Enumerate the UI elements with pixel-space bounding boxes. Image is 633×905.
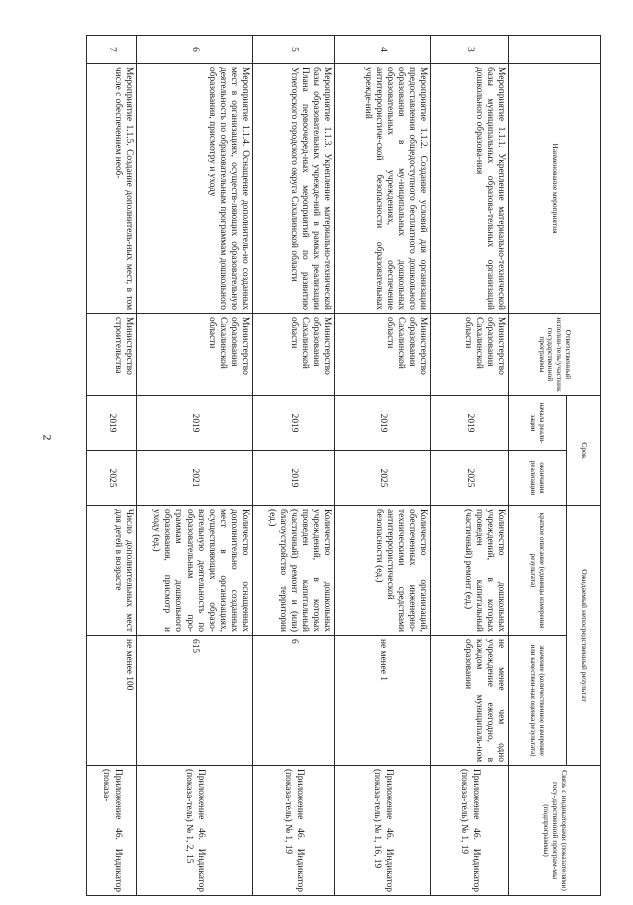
row-event: Мероприятие 1.1.5. Создание дополнитель-ных мест, в том числе с обеспечением необ- — [87, 64, 137, 314]
row-desc: Количество дошкольных учреждений, в которых проведен капитальный (частичный) ремонт (ед.) — [431, 506, 509, 636]
row-num: 4 — [335, 36, 431, 64]
table-row — [253, 36, 335, 896]
row-value: не менее чем одно учреждение ежегодно, в каждом муниципаль-ном образовании — [431, 636, 509, 766]
row-link: Приложение 46. Индикатор (показа-тель) № 1, 2, 15 — [137, 766, 253, 896]
row-num: 5 — [253, 36, 335, 64]
row-value: 615 — [137, 636, 253, 766]
header-term-end: окончания реализации — [509, 451, 567, 506]
table-row — [87, 36, 137, 896]
row-responsible: Министерство образования Сахалинской области — [335, 314, 431, 396]
row-value: не менее 1 — [335, 636, 431, 766]
table-row — [335, 36, 431, 896]
header-result: Ожидаемый непосредственный результат — [567, 506, 601, 766]
header-term-start: начала реали-зации — [509, 396, 567, 451]
row-responsible: Министерство образования Сахалинской области — [137, 314, 253, 396]
row-event: Мероприятие 1.1.1. Укрепление материально-технической базы муниципальных образова-тельных организаций дошкольного образова-ния — [431, 64, 509, 314]
events-table — [86, 35, 601, 896]
header-term: Срок — [567, 396, 601, 506]
row-link: Приложение 46. Индикатор (показа-тель) № 1, 19 — [431, 766, 509, 896]
table-row — [431, 36, 509, 896]
row-event: Мероприятие 1.1.4. Оснащение дополнитель-но созданных мест в организациях, осуществ-ляющих образовательную деятельность по образовательным программам дошкольного образования, присмотру и уходу — [137, 64, 253, 314]
row-desc: Количество дошкольных учреждений, в которых проведен капитальный (частичный) ремонт и (или) благоустройство территории (ед.) — [253, 506, 335, 636]
row-responsible: Министерство образования Сахалинской области — [431, 314, 509, 396]
row-responsible: Министерство строительства — [87, 314, 137, 396]
header-event-name: Наименование мероприятия — [509, 64, 601, 314]
row-num: 6 — [137, 36, 253, 64]
row-event: Мероприятие 1.1.3. Укрепление материально-технической базы образовательных учрежде-ний в рамках реализации Плана первоочеред-ных мероприятий по развитию Углегорского городского округа Сахалинской области — [253, 64, 335, 314]
header-num — [509, 36, 601, 64]
header-responsible: Ответственный исполни-тель/участник государственной программы — [509, 314, 601, 396]
row-start: 2019 — [253, 396, 335, 451]
row-responsible: Министерство образования Сахалинской области — [253, 314, 335, 396]
row-value: не менее 100 — [87, 636, 137, 766]
row-desc: Количество организаций, обеспеченных инженерно-техническими средствами антитеррористической безопасности (ед.) — [335, 506, 431, 636]
row-start: 2019 — [87, 396, 137, 451]
row-desc: Количество оснащенных дополнительно созданных мест в организациях, осуществляющих образо-вательную деятельность по образовательным про-граммам дошкольного образования, присмотр и уходу (ед.) — [137, 506, 253, 636]
row-link: Приложение 46. Индикатор (показа- — [87, 766, 137, 896]
row-start: 2019 — [431, 396, 509, 451]
rotated-table-wrapper — [86, 35, 601, 895]
row-end: 2019 — [253, 451, 335, 506]
row-start: 2019 — [137, 396, 253, 451]
page-number: 2 — [40, 434, 55, 441]
row-desc: Число дополнительных мест для детей в возрасте — [87, 506, 137, 636]
row-num: 3 — [431, 36, 509, 64]
row-num: 7 — [87, 36, 137, 64]
header-result-value: значение (количественное измерение или качествен-ная оценка результата) — [509, 636, 567, 766]
row-end: 2025 — [431, 451, 509, 506]
row-event: Мероприятие 1.1.2. Создание условий для организации предоставления общедоступного бесплатного дошкольного образования в му-ниципальных дошкольных образовательных учреждениях, обеспечение антитеррористиче-ской безопасности образовательных учрежде-ний — [335, 64, 431, 314]
header-result-desc: краткое описание (единицы измерения результата) — [509, 506, 567, 636]
row-value: 6 — [253, 636, 335, 766]
row-end: 2025 — [87, 451, 137, 506]
header-link: Связь с индикаторами (показателями) госу-дарственной програм-мы (подпрограммы) — [509, 766, 601, 896]
row-end: 2025 — [335, 451, 431, 506]
row-end: 2021 — [137, 451, 253, 506]
table-row — [137, 36, 253, 896]
row-start: 2019 — [335, 396, 431, 451]
row-link: Приложение 46. Индикатор (показа-тель) № 1, 19 — [253, 766, 335, 896]
row-link: Приложение 46. Индикатор (показа-тель) № 1, 16, 19 — [335, 766, 431, 896]
